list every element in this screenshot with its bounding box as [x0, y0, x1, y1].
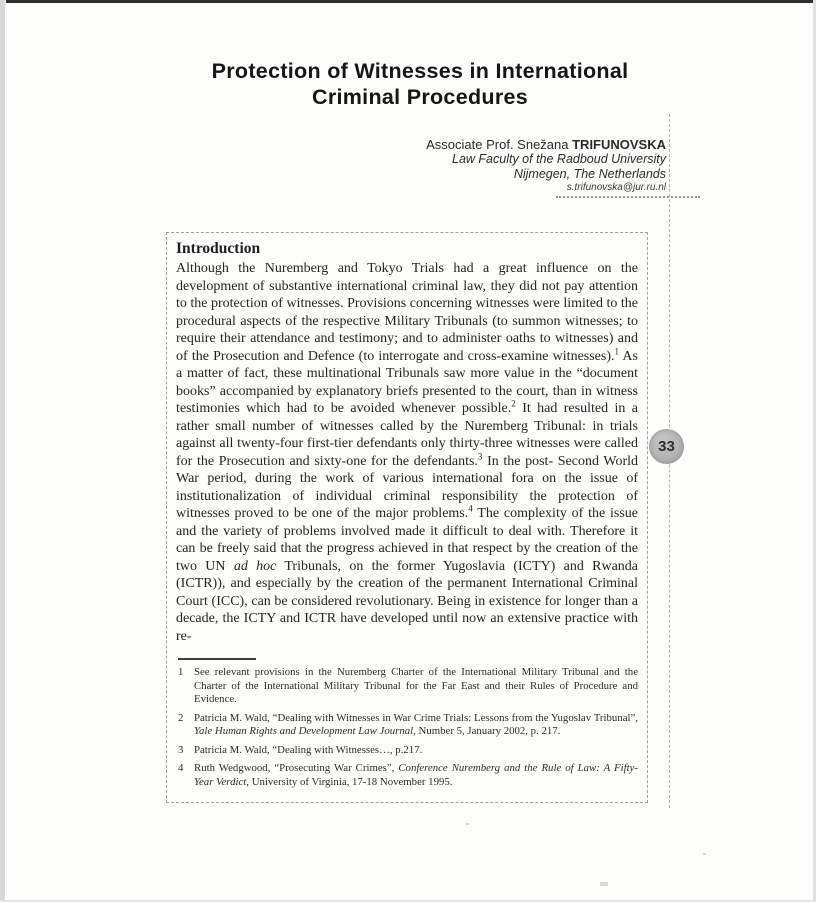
- footnote-ref: 3: [477, 450, 483, 461]
- scan-speck: [600, 882, 608, 886]
- text-segment: It had resulted in a rather small number of witnesses called by the Nuremberg Tribunal: in trials against all twenty-four first-tier defendants only thirty-three witnesses were called for the Prosecution and sixty-one for the defendants.: [176, 401, 638, 469]
- text-segment: In the post- Second World War period, during the work of various international fora on the issue of institutionalization of individual criminal responsibility the protection of witnesses proved to be one of the major problems.: [176, 453, 639, 521]
- author-email: s.trifunovska@jur.ru.nl: [566, 182, 666, 193]
- author-title: Associate Prof. Snežana: [426, 137, 573, 152]
- scan-speck: [466, 823, 469, 825]
- author-name: TRIFUNOVSKA: [572, 137, 666, 152]
- text-segment: Although the Nuremberg and Tokyo Trials had a great influence on the development of substantive international criminal law, they did not pay attention to the protection of witnesses. Provisions concerning witnesses were limited to the procedural aspects of the respective Military Tribunals (to summon witnesses; to require their attendance and testimony; and to administer oaths to witnesses) and of the Prosecution and Defence (to interrogate and cross-examine witnesses).: [176, 261, 638, 364]
- page-title-line-2: Criminal Procedures: [312, 85, 528, 109]
- footnote-text: [194, 666, 638, 707]
- text-segment: Yale Human Rights and Development Law Journal: [194, 725, 414, 737]
- text-segment: , Number 5, January 2002, p. 217.: [413, 725, 561, 737]
- footnote-ref: 4: [468, 503, 473, 514]
- text-segment: ad hoc: [233, 558, 277, 574]
- page-top-edge: [6, 0, 816, 3]
- footnote-number: 3: [178, 743, 184, 756]
- page-title: [100, 58, 740, 110]
- footnote-text: [194, 762, 638, 789]
- author-block: [306, 137, 666, 194]
- footnote-separator-rule: [178, 658, 256, 660]
- footnote-item: [178, 744, 638, 758]
- footnote-number: 1: [178, 666, 184, 678]
- page-left-edge: [0, 0, 5, 902]
- text-segment: , University of Virginia, 17-18 November 1995.: [246, 775, 453, 788]
- scan-speck: [703, 853, 706, 855]
- footnote-item: [178, 762, 638, 789]
- text-segment: The complexity of the issue and the variety of problems involved made it difficult to deal with. Therefore it can be freely said that the progress achieved in that respect by the creation of the two UN: [176, 506, 638, 574]
- text-segment: Ruth Wedgwood, “Prosecuting War Crimes”,: [194, 762, 399, 774]
- text-segment: Tribunals, on the former Yugoslavia (ICTY) and Rwanda (ICTR)), and especially by the creation of the permanent International Criminal Court (ICC), can be considered revolutionary. Being in existence for longer than a decade, the ICTY and ICTR have developed until now an extensive practice with re-: [176, 558, 639, 644]
- email-underline-rule: [556, 196, 700, 198]
- page-number: 33: [658, 438, 675, 455]
- footnote-number: 2: [178, 711, 184, 724]
- article-paragraph: [176, 260, 638, 645]
- footnote-number: 4: [178, 762, 184, 774]
- text-segment: See relevant provisions in the Nuremberg Charter of the International Military Tribunal and the Charter of the International Military Tribunal for the Far East and their Rules of Procedure and Evidence.: [194, 666, 638, 705]
- author-line: [306, 137, 666, 152]
- footnote-text: [194, 712, 638, 739]
- text-segment: As a matter of fact, these multinational Tribunals saw more value in the “document books” accompanied by explanatory briefs presented to the court, than in witness testimonies which had to be avoided whenever possible.: [176, 348, 638, 416]
- text-segment: Conference Nuremberg and the Rule of Law: A Fifty-Year Verdict: [194, 762, 638, 788]
- footnote-text: [194, 744, 638, 758]
- footnote-item: [178, 712, 638, 739]
- page-title-line-1: Protection of Witnesses in International: [211, 59, 629, 83]
- footnotes: [176, 666, 638, 789]
- page-number-badge: [649, 429, 684, 464]
- text-segment: Patricia M. Wald, “Dealing with Witnesses in War Crime Trials: Lessons from the Yugoslav Tribunal”,: [194, 711, 638, 724]
- text-segment: Patricia M. Wald, “Dealing with Witnesses…, p.217.: [194, 743, 423, 756]
- article-heading: Introduction: [176, 240, 261, 257]
- article-box: [166, 232, 648, 803]
- author-affiliation-1: Law Faculty of the Radboud University: [452, 152, 666, 166]
- author-affiliation-2: Nijmegen, The Netherlands: [513, 167, 666, 181]
- footnote-ref: 2: [511, 398, 516, 409]
- footnote-ref: 1: [614, 345, 620, 356]
- footnote-item: [178, 666, 638, 707]
